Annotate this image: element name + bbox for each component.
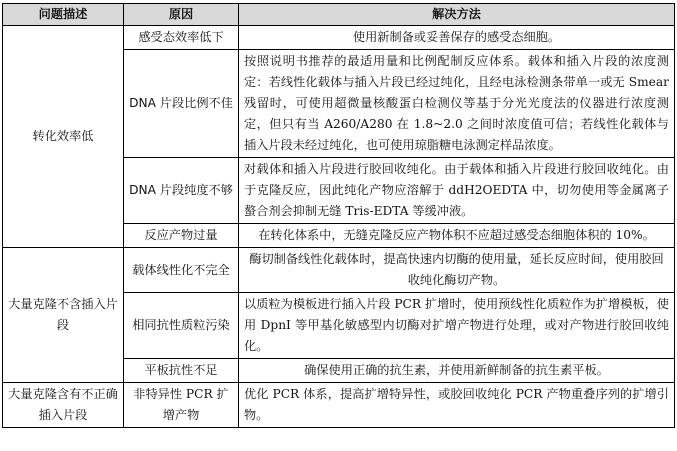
solution-cell: 以质粒为模板进行插入片段 PCR 扩增时，使用预线性化质粒作为扩增模板，使用 DpnI 等甲基化敏感型内切酶对扩增产物进行处理，或对产物进行胶回收纯化。 [239,293,675,359]
solution-cell: 在转化体系中，无缝克隆反应产物体积不应超过感受态细胞体积的 10%。 [239,224,675,248]
problem-cell: 转化效率低 [3,26,124,248]
cause-cell: 载体线性化不完全 [124,248,239,293]
header-solution: 解决方法 [239,4,675,26]
solution-cell: 按照说明书推荐的最适用量和比例配制反应体系。载体和插入片段的浓度测定：若线性化载体与插入片段已经过纯化，且经电泳检测条带单一或无 Smear 残留时，可使用超微量核酸蛋白检测仪等基于分光光度法的仪器进行浓度测定，但只有当 A260/A280 在 1.8~2.0 之间时浓度值可信；若线性化载体与插入片段未经过纯化，也可使用琼脂糖电泳测定样品浓度。 [239,50,675,158]
problem-cell: 大量克隆含有不正确插入片段 [3,383,124,428]
header-cause: 原因 [124,4,239,26]
header-row [3,4,675,26]
cause-cell: 非特异性 PCR 扩增产物 [124,383,239,428]
solution-cell: 对载体和插入片段进行胶回收纯化。由于载体和插入片段进行胶回收纯化。由于克隆反应，因此纯化产物应溶解于 ddH2OEDTA 中，切勿使用等金属离子螯合剂会抑制无缝 Tris-EDTA 等缓冲液。 [239,158,675,224]
table-row [3,248,675,293]
cause-cell: 感受态效率低下 [124,26,239,50]
cause-cell: 平板抗性不足 [124,359,239,383]
cause-cell: 相同抗性质粒污染 [124,293,239,359]
header-problem: 问题描述 [3,4,124,26]
cause-cell: 反应产物过量 [124,224,239,248]
troubleshooting-table [2,3,675,428]
solution-cell: 优化 PCR 体系，提高扩增特异性，或胶回收纯化 PCR 产物重叠序列的扩增引物。 [239,383,675,428]
solution-cell: 使用新制备或妥善保存的感受态细胞。 [239,26,675,50]
cause-cell: DNA 片段比例不佳 [124,50,239,158]
solution-cell: 确保使用正确的抗生素，并使用新鲜制备的抗生素平板。 [239,359,675,383]
table-row [3,26,675,50]
problem-cell: 大量克隆不含插入片段 [3,248,124,383]
table-row [3,383,675,428]
cause-cell: DNA 片段纯度不够 [124,158,239,224]
solution-cell: 酶切制备线性化载体时，提高快速内切酶的使用量，延长反应时间，使用胶回收纯化酶切产物。 [239,248,675,293]
